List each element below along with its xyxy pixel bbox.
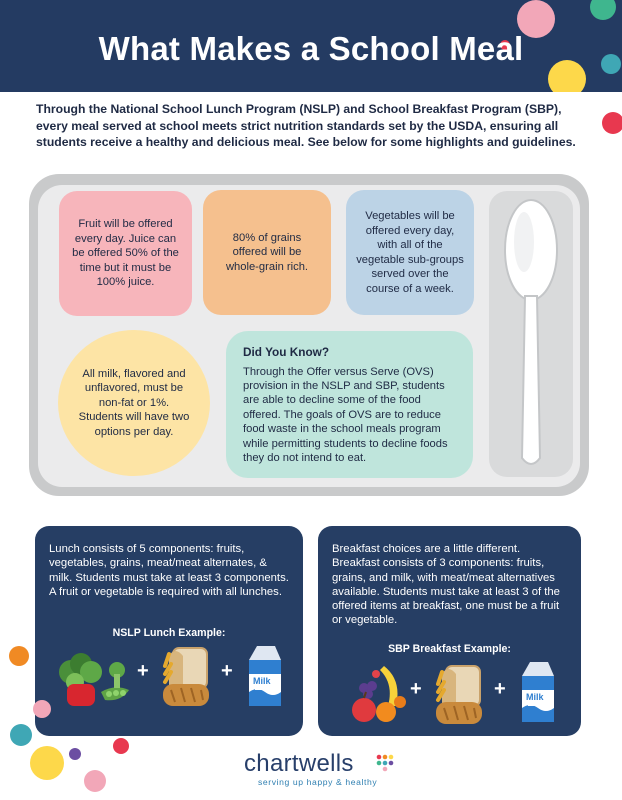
- milk-text: All milk, flavored and unflavored, must be non-fat or 1%. Students will have two options per day.: [78, 367, 190, 438]
- breakfast-example-title: SBP Breakfast Example:: [388, 643, 511, 655]
- decor-dot-red-2: [113, 738, 129, 754]
- decor-dot-pink-3: [84, 770, 106, 792]
- breakfast-text: Breakfast choices are a little different. Breakfast consists of 3 components: fruits, grains, and milk, with meat/meat alternatives available. Students must take at least 3 of the offered items at breakfast, one must be a fruit or vegetable.: [332, 543, 560, 627]
- vegetables-text: Vegetables will be offered every day, with all of the vegetable sub-groups served over the course of a week.: [356, 210, 464, 295]
- lunch-text: Lunch consists of 5 components: fruits, vegetables, grains, meat/meat alternates, & milk. Students must take at least 3 components. A fruit or vegetable is required with all lunches.: [49, 543, 289, 598]
- breakfast-card: [318, 526, 581, 736]
- lunch-plus-2: +: [221, 660, 233, 682]
- vegetables-icon: [55, 648, 135, 708]
- lunch-example-title: NSLP Lunch Example:: [112, 627, 226, 639]
- decor-dot-orange: [9, 646, 29, 666]
- did-you-know-body: Through the Offer versus Serve (OVS) provision in the NSLP and SBP, students are able to decline some of the food offered. The goals of OVS are to reduce food waste in the school meals program while permitting students to decline foods they do not intend to eat.: [243, 365, 448, 464]
- decor-dot-pink-2: [33, 700, 51, 718]
- breakfast-plus-1: +: [410, 678, 422, 700]
- page-title: What Makes a School Meal: [98, 30, 524, 67]
- decor-dot-purple: [69, 748, 81, 760]
- brand-dots-icon: [376, 754, 394, 772]
- vegetables-panel: [346, 190, 474, 315]
- chartwells-logo: [244, 750, 404, 790]
- fruits-icon: [344, 662, 414, 724]
- lunch-plus-1: +: [137, 660, 149, 682]
- grains-icon: [155, 644, 215, 710]
- did-you-know-title: Did You Know?: [243, 345, 330, 359]
- breakfast-grains-icon: [428, 662, 488, 728]
- milk-panel: [58, 330, 210, 476]
- grains-panel: [203, 190, 331, 315]
- breakfast-milk-label: Milk: [526, 692, 544, 702]
- spoon-icon: [491, 196, 571, 474]
- decor-dot-red: [602, 112, 622, 134]
- fruit-panel: [59, 191, 192, 316]
- did-you-know-panel: [226, 331, 473, 478]
- grains-text: 80% of grains offered will be whole-grain rich.: [225, 231, 309, 273]
- intro-text: Through the National School Lunch Program (NSLP) and School Breakfast Program (SBP), every meal served at school meets strict nutrition standards set by the USDA, ensuring all students receive a healthy and delicious meal. See below for some highlights and guidelines.: [36, 102, 576, 149]
- header-banner: [0, 0, 622, 92]
- breakfast-plus-2: +: [494, 678, 506, 700]
- lunch-card: [35, 526, 303, 736]
- brand-name: chartwells: [244, 750, 354, 777]
- brand-tagline: serving up happy & healthy: [258, 777, 378, 787]
- fruit-text: Fruit will be offered every day. Juice can be offered 50% of the time but it must be 100% juice.: [72, 218, 179, 289]
- lunch-milk-label: Milk: [253, 676, 271, 686]
- decor-dot-yellow-2: [30, 746, 64, 780]
- decor-dot-teal-2: [10, 724, 32, 746]
- decor-dot-green: [590, 0, 616, 20]
